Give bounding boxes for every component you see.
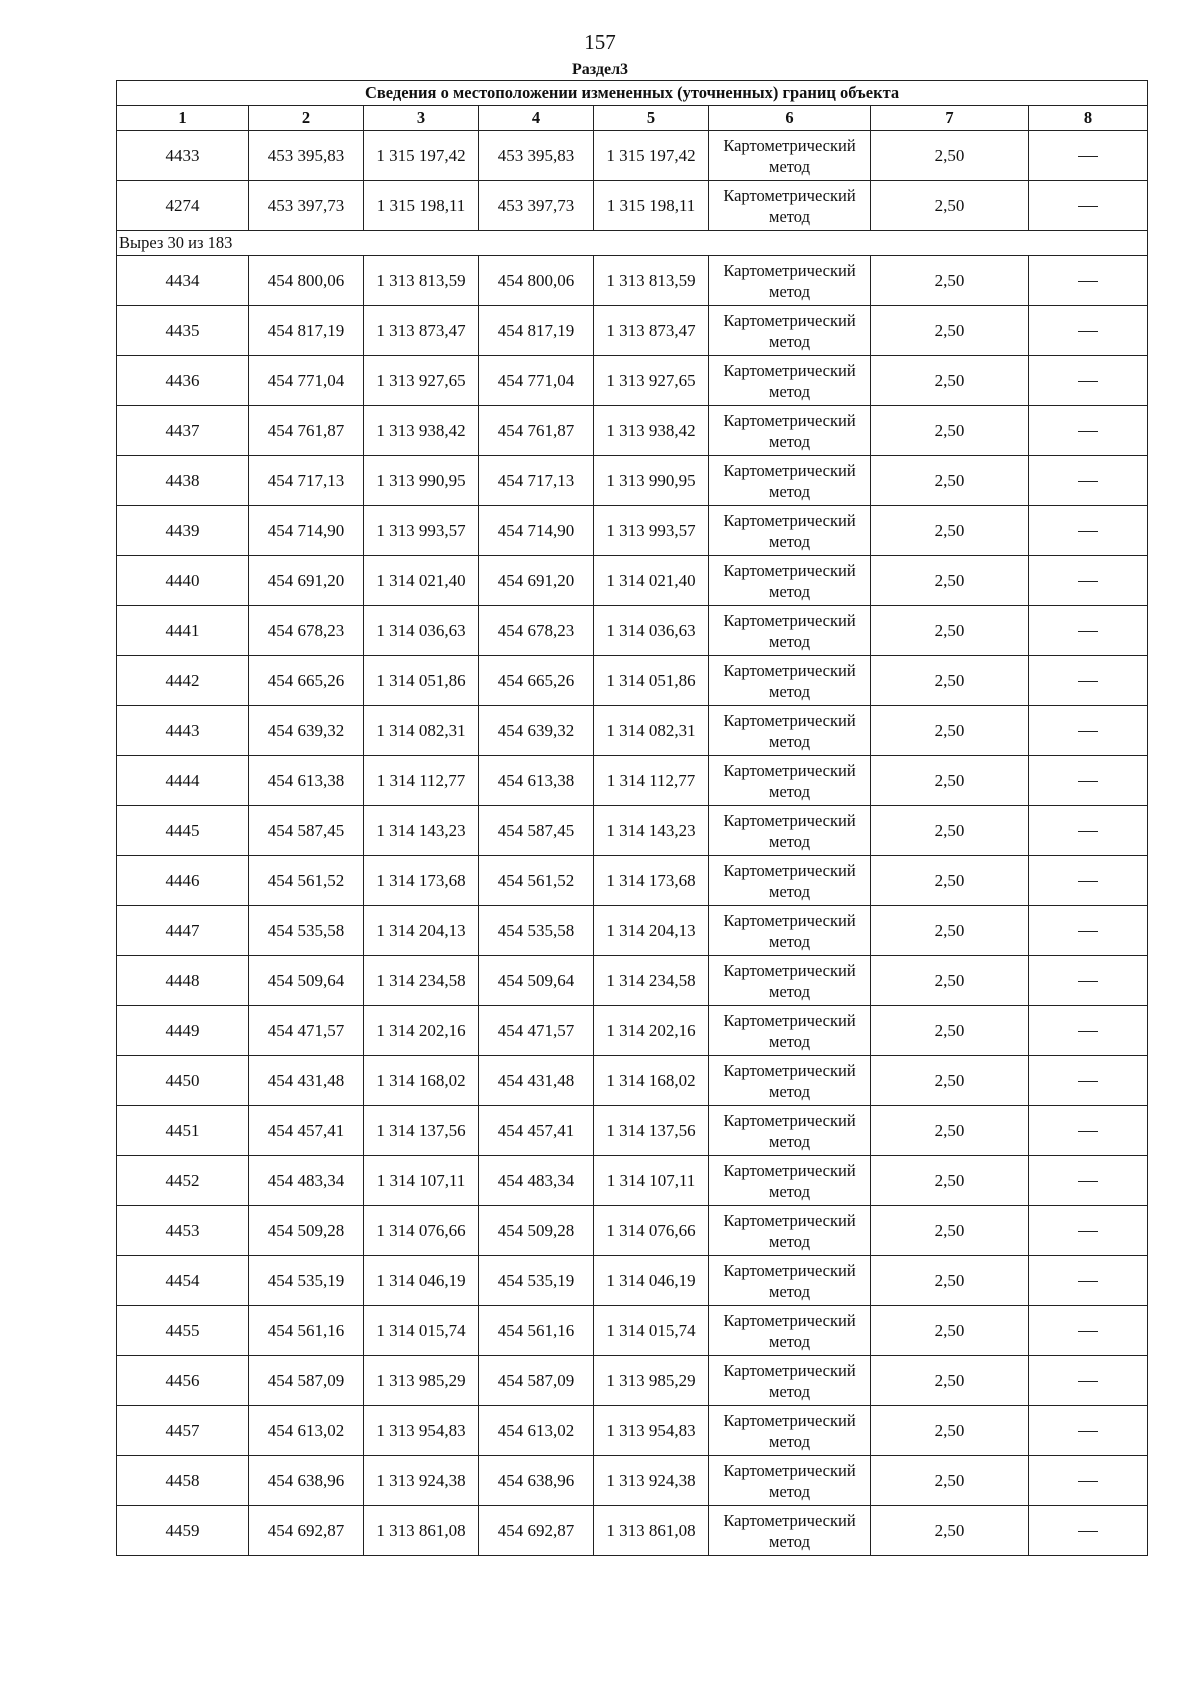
y-new-cell: 1 314 051,86 [594, 656, 709, 706]
table-row [117, 556, 1148, 606]
table-row [117, 856, 1148, 906]
y-new-cell: 1 313 993,57 [594, 506, 709, 556]
accuracy-cell: 2,50 [871, 656, 1029, 706]
empty-value-cell [1029, 856, 1148, 906]
point-number-cell: 4433 [117, 131, 249, 181]
x-old-cell: 454 771,04 [249, 356, 364, 406]
x-new-cell: 453 395,83 [479, 131, 594, 181]
dash-icon [1078, 981, 1098, 982]
accuracy-cell: 2,50 [871, 1456, 1029, 1506]
method-cell: Картометрический метод [709, 406, 871, 456]
point-number-cell: 4449 [117, 1006, 249, 1056]
empty-value-cell [1029, 356, 1148, 406]
x-new-cell: 454 509,28 [479, 1206, 594, 1256]
y-new-cell: 1 314 015,74 [594, 1306, 709, 1356]
accuracy-cell: 2,50 [871, 956, 1029, 1006]
y-old-cell: 1 314 046,19 [364, 1256, 479, 1306]
y-new-cell: 1 314 234,58 [594, 956, 709, 1006]
point-number-cell: 4446 [117, 856, 249, 906]
y-new-cell: 1 314 036,63 [594, 606, 709, 656]
y-old-cell: 1 313 993,57 [364, 506, 479, 556]
table-row [117, 756, 1148, 806]
table-row [117, 456, 1148, 506]
empty-value-cell [1029, 1456, 1148, 1506]
x-new-cell: 454 587,45 [479, 806, 594, 856]
table-row [117, 806, 1148, 856]
accuracy-cell: 2,50 [871, 606, 1029, 656]
y-new-cell: 1 313 813,59 [594, 256, 709, 306]
empty-value-cell [1029, 1206, 1148, 1256]
empty-value-cell [1029, 1156, 1148, 1206]
accuracy-cell: 2,50 [871, 906, 1029, 956]
empty-value-cell [1029, 1056, 1148, 1106]
x-new-cell: 454 691,20 [479, 556, 594, 606]
accuracy-cell: 2,50 [871, 756, 1029, 806]
point-number-cell: 4450 [117, 1056, 249, 1106]
x-new-cell: 454 457,41 [479, 1106, 594, 1156]
x-old-cell: 454 613,38 [249, 756, 364, 806]
method-cell: Картометрический метод [709, 1406, 871, 1456]
column-number: 8 [1029, 106, 1148, 131]
y-new-cell: 1 313 924,38 [594, 1456, 709, 1506]
point-number-cell: 4445 [117, 806, 249, 856]
table-row [117, 906, 1148, 956]
x-old-cell: 454 613,02 [249, 1406, 364, 1456]
x-old-cell: 453 395,83 [249, 131, 364, 181]
accuracy-cell: 2,50 [871, 1306, 1029, 1356]
dash-icon [1078, 1031, 1098, 1032]
empty-value-cell [1029, 1006, 1148, 1056]
column-number: 2 [249, 106, 364, 131]
method-cell: Картометрический метод [709, 306, 871, 356]
table-row [117, 1156, 1148, 1206]
method-cell: Картометрический метод [709, 1106, 871, 1156]
dash-icon [1078, 781, 1098, 782]
y-new-cell: 1 314 107,11 [594, 1156, 709, 1206]
method-cell: Картометрический метод [709, 1306, 871, 1356]
x-new-cell: 454 665,26 [479, 656, 594, 706]
section-title: Раздел3 [571, 61, 629, 78]
x-old-cell: 454 587,45 [249, 806, 364, 856]
dash-icon [1078, 1381, 1098, 1382]
point-number-cell: 4274 [117, 181, 249, 231]
x-old-cell: 454 692,87 [249, 1506, 364, 1556]
x-new-cell: 454 817,19 [479, 306, 594, 356]
empty-value-cell [1029, 906, 1148, 956]
point-number-cell: 4448 [117, 956, 249, 1006]
point-number-cell: 4456 [117, 1356, 249, 1406]
x-old-cell: 454 509,64 [249, 956, 364, 1006]
x-old-cell: 454 678,23 [249, 606, 364, 656]
method-cell: Картометрический метод [709, 131, 871, 181]
y-old-cell: 1 314 021,40 [364, 556, 479, 606]
accuracy-cell: 2,50 [871, 1206, 1029, 1256]
y-new-cell: 1 314 112,77 [594, 756, 709, 806]
x-old-cell: 454 800,06 [249, 256, 364, 306]
empty-value-cell [1029, 1506, 1148, 1556]
y-old-cell: 1 314 137,56 [364, 1106, 479, 1156]
point-number-cell: 4452 [117, 1156, 249, 1206]
point-number-cell: 4442 [117, 656, 249, 706]
y-old-cell: 1 314 082,31 [364, 706, 479, 756]
accuracy-cell: 2,50 [871, 306, 1029, 356]
x-new-cell: 454 638,96 [479, 1456, 594, 1506]
dash-icon [1078, 281, 1098, 282]
boundary-coordinates-table [116, 80, 1148, 1556]
method-cell: Картометрический метод [709, 656, 871, 706]
x-new-cell: 454 800,06 [479, 256, 594, 306]
dash-icon [1078, 1081, 1098, 1082]
empty-value-cell [1029, 181, 1148, 231]
y-old-cell: 1 315 198,11 [364, 181, 479, 231]
empty-value-cell [1029, 256, 1148, 306]
y-old-cell: 1 313 954,83 [364, 1406, 479, 1456]
table-row [117, 656, 1148, 706]
dash-icon [1078, 931, 1098, 932]
x-new-cell: 454 714,90 [479, 506, 594, 556]
empty-value-cell [1029, 806, 1148, 856]
y-new-cell: 1 314 202,16 [594, 1006, 709, 1056]
dash-icon [1078, 631, 1098, 632]
accuracy-cell: 2,50 [871, 1106, 1029, 1156]
empty-value-cell [1029, 956, 1148, 1006]
x-new-cell: 454 471,57 [479, 1006, 594, 1056]
column-number: 3 [364, 106, 479, 131]
empty-value-cell [1029, 306, 1148, 356]
y-old-cell: 1 314 112,77 [364, 756, 479, 806]
dash-icon [1078, 1531, 1098, 1532]
table-row [117, 1006, 1148, 1056]
accuracy-cell: 2,50 [871, 456, 1029, 506]
dash-icon [1078, 1231, 1098, 1232]
x-old-cell: 454 665,26 [249, 656, 364, 706]
method-cell: Картометрический метод [709, 356, 871, 406]
empty-value-cell [1029, 456, 1148, 506]
accuracy-cell: 2,50 [871, 1356, 1029, 1406]
group-label: Вырез 30 из 183 [117, 231, 1148, 256]
y-old-cell: 1 313 873,47 [364, 306, 479, 356]
empty-value-cell [1029, 1356, 1148, 1406]
accuracy-cell: 2,50 [871, 181, 1029, 231]
column-number: 5 [594, 106, 709, 131]
x-old-cell: 454 638,96 [249, 1456, 364, 1506]
dash-icon [1078, 531, 1098, 532]
y-new-cell: 1 315 197,42 [594, 131, 709, 181]
x-new-cell: 454 431,48 [479, 1056, 594, 1106]
point-number-cell: 4440 [117, 556, 249, 606]
column-number: 1 [117, 106, 249, 131]
table-row [117, 956, 1148, 1006]
dash-icon [1078, 1431, 1098, 1432]
y-old-cell: 1 313 990,95 [364, 456, 479, 506]
point-number-cell: 4439 [117, 506, 249, 556]
x-old-cell: 454 587,09 [249, 1356, 364, 1406]
y-old-cell: 1 314 173,68 [364, 856, 479, 906]
method-cell: Картометрический метод [709, 806, 871, 856]
method-cell: Картометрический метод [709, 556, 871, 606]
y-new-cell: 1 314 082,31 [594, 706, 709, 756]
column-number: 7 [871, 106, 1029, 131]
x-old-cell: 454 691,20 [249, 556, 364, 606]
empty-value-cell [1029, 656, 1148, 706]
table-row [117, 706, 1148, 756]
x-old-cell: 454 431,48 [249, 1056, 364, 1106]
dash-icon [1078, 481, 1098, 482]
y-old-cell: 1 314 015,74 [364, 1306, 479, 1356]
table-row [117, 1356, 1148, 1406]
table-row [117, 1056, 1148, 1106]
empty-value-cell [1029, 1306, 1148, 1356]
accuracy-cell: 2,50 [871, 1256, 1029, 1306]
column-number: 4 [479, 106, 594, 131]
point-number-cell: 4437 [117, 406, 249, 456]
dash-icon [1078, 1281, 1098, 1282]
method-cell: Картометрический метод [709, 1256, 871, 1306]
point-number-cell: 4438 [117, 456, 249, 506]
y-old-cell: 1 313 985,29 [364, 1356, 479, 1406]
point-number-cell: 4447 [117, 906, 249, 956]
y-old-cell: 1 313 813,59 [364, 256, 479, 306]
x-old-cell: 454 561,52 [249, 856, 364, 906]
y-new-cell: 1 313 985,29 [594, 1356, 709, 1406]
dash-icon [1078, 1181, 1098, 1182]
x-old-cell: 454 714,90 [249, 506, 364, 556]
method-cell: Картометрический метод [709, 706, 871, 756]
x-new-cell: 454 587,09 [479, 1356, 594, 1406]
dash-icon [1078, 731, 1098, 732]
y-old-cell: 1 314 168,02 [364, 1056, 479, 1106]
group-row [117, 231, 1148, 256]
x-old-cell: 454 761,87 [249, 406, 364, 456]
x-old-cell: 454 471,57 [249, 1006, 364, 1056]
empty-value-cell [1029, 1106, 1148, 1156]
point-number-cell: 4457 [117, 1406, 249, 1456]
accuracy-cell: 2,50 [871, 1056, 1029, 1106]
y-old-cell: 1 314 143,23 [364, 806, 479, 856]
y-new-cell: 1 314 021,40 [594, 556, 709, 606]
y-old-cell: 1 313 938,42 [364, 406, 479, 456]
dash-icon [1078, 581, 1098, 582]
dash-icon [1078, 431, 1098, 432]
y-new-cell: 1 313 927,65 [594, 356, 709, 406]
table-row [117, 1506, 1148, 1556]
dash-icon [1078, 1331, 1098, 1332]
accuracy-cell: 2,50 [871, 1006, 1029, 1056]
y-old-cell: 1 314 204,13 [364, 906, 479, 956]
x-new-cell: 454 771,04 [479, 356, 594, 406]
method-cell: Картометрический метод [709, 506, 871, 556]
empty-value-cell [1029, 406, 1148, 456]
y-new-cell: 1 315 198,11 [594, 181, 709, 231]
y-new-cell: 1 314 168,02 [594, 1056, 709, 1106]
point-number-cell: 4458 [117, 1456, 249, 1506]
table-row [117, 506, 1148, 556]
y-new-cell: 1 314 204,13 [594, 906, 709, 956]
y-new-cell: 1 313 873,47 [594, 306, 709, 356]
table-row [117, 606, 1148, 656]
empty-value-cell [1029, 506, 1148, 556]
method-cell: Картометрический метод [709, 181, 871, 231]
accuracy-cell: 2,50 [871, 556, 1029, 606]
dash-icon [1078, 156, 1098, 157]
y-new-cell: 1 314 173,68 [594, 856, 709, 906]
point-number-cell: 4434 [117, 256, 249, 306]
y-new-cell: 1 313 861,08 [594, 1506, 709, 1556]
table-row [117, 131, 1148, 181]
x-new-cell: 454 535,58 [479, 906, 594, 956]
x-old-cell: 454 639,32 [249, 706, 364, 756]
empty-value-cell [1029, 756, 1148, 806]
method-cell: Картометрический метод [709, 1006, 871, 1056]
dash-icon [1078, 206, 1098, 207]
point-number-cell: 4444 [117, 756, 249, 806]
empty-value-cell [1029, 131, 1148, 181]
method-cell: Картометрический метод [709, 456, 871, 506]
point-number-cell: 4451 [117, 1106, 249, 1156]
method-cell: Картометрический метод [709, 1206, 871, 1256]
method-cell: Картометрический метод [709, 606, 871, 656]
point-number-cell: 4455 [117, 1306, 249, 1356]
x-old-cell: 453 397,73 [249, 181, 364, 231]
method-cell: Картометрический метод [709, 756, 871, 806]
x-old-cell: 454 535,58 [249, 906, 364, 956]
dash-icon [1078, 381, 1098, 382]
x-new-cell: 454 761,87 [479, 406, 594, 456]
empty-value-cell [1029, 1256, 1148, 1306]
x-old-cell: 454 561,16 [249, 1306, 364, 1356]
point-number-cell: 4443 [117, 706, 249, 756]
x-new-cell: 454 561,16 [479, 1306, 594, 1356]
x-old-cell: 454 483,34 [249, 1156, 364, 1206]
y-old-cell: 1 314 107,11 [364, 1156, 479, 1206]
method-cell: Картометрический метод [709, 1456, 871, 1506]
empty-value-cell [1029, 606, 1148, 656]
table-row [117, 181, 1148, 231]
dash-icon [1078, 1481, 1098, 1482]
y-old-cell: 1 314 202,16 [364, 1006, 479, 1056]
table-row [117, 1306, 1148, 1356]
accuracy-cell: 2,50 [871, 1406, 1029, 1456]
x-old-cell: 454 535,19 [249, 1256, 364, 1306]
method-cell: Картометрический метод [709, 956, 871, 1006]
y-new-cell: 1 314 046,19 [594, 1256, 709, 1306]
y-old-cell: 1 314 036,63 [364, 606, 479, 656]
x-old-cell: 454 817,19 [249, 306, 364, 356]
table-row [117, 1106, 1148, 1156]
method-cell: Картометрический метод [709, 1156, 871, 1206]
method-cell: Картометрический метод [709, 1506, 871, 1556]
y-new-cell: 1 314 137,56 [594, 1106, 709, 1156]
method-cell: Картометрический метод [709, 256, 871, 306]
y-old-cell: 1 314 076,66 [364, 1206, 479, 1256]
y-old-cell: 1 313 924,38 [364, 1456, 479, 1506]
page-number: 157 [584, 30, 616, 54]
table-row [117, 406, 1148, 456]
y-new-cell: 1 314 143,23 [594, 806, 709, 856]
dash-icon [1078, 331, 1098, 332]
y-new-cell: 1 313 938,42 [594, 406, 709, 456]
accuracy-cell: 2,50 [871, 706, 1029, 756]
x-new-cell: 454 717,13 [479, 456, 594, 506]
y-old-cell: 1 313 927,65 [364, 356, 479, 406]
y-old-cell: 1 315 197,42 [364, 131, 479, 181]
x-new-cell: 454 561,52 [479, 856, 594, 906]
accuracy-cell: 2,50 [871, 806, 1029, 856]
table-row [117, 1406, 1148, 1456]
x-new-cell: 454 483,34 [479, 1156, 594, 1206]
table-row [117, 1206, 1148, 1256]
y-old-cell: 1 314 051,86 [364, 656, 479, 706]
point-number-cell: 4453 [117, 1206, 249, 1256]
dash-icon [1078, 831, 1098, 832]
accuracy-cell: 2,50 [871, 506, 1029, 556]
method-cell: Картометрический метод [709, 856, 871, 906]
x-new-cell: 454 678,23 [479, 606, 594, 656]
table-caption: Сведения о местоположении измененных (уточненных) границ объекта [117, 81, 1148, 106]
x-new-cell: 454 692,87 [479, 1506, 594, 1556]
accuracy-cell: 2,50 [871, 131, 1029, 181]
accuracy-cell: 2,50 [871, 406, 1029, 456]
accuracy-cell: 2,50 [871, 1156, 1029, 1206]
point-number-cell: 4435 [117, 306, 249, 356]
accuracy-cell: 2,50 [871, 256, 1029, 306]
y-new-cell: 1 313 990,95 [594, 456, 709, 506]
empty-value-cell [1029, 706, 1148, 756]
table-row [117, 306, 1148, 356]
x-new-cell: 454 509,64 [479, 956, 594, 1006]
table-row [117, 1256, 1148, 1306]
point-number-cell: 4454 [117, 1256, 249, 1306]
empty-value-cell [1029, 556, 1148, 606]
method-cell: Картометрический метод [709, 1056, 871, 1106]
column-number: 6 [709, 106, 871, 131]
x-new-cell: 454 613,02 [479, 1406, 594, 1456]
x-new-cell: 454 639,32 [479, 706, 594, 756]
empty-value-cell [1029, 1406, 1148, 1456]
x-old-cell: 454 457,41 [249, 1106, 364, 1156]
point-number-cell: 4436 [117, 356, 249, 406]
point-number-cell: 4459 [117, 1506, 249, 1556]
dash-icon [1078, 1131, 1098, 1132]
y-old-cell: 1 314 234,58 [364, 956, 479, 1006]
accuracy-cell: 2,50 [871, 1506, 1029, 1556]
table-row [117, 256, 1148, 306]
table-body [117, 131, 1148, 1556]
dash-icon [1078, 881, 1098, 882]
accuracy-cell: 2,50 [871, 356, 1029, 406]
table-row [117, 1456, 1148, 1506]
y-new-cell: 1 313 954,83 [594, 1406, 709, 1456]
y-old-cell: 1 313 861,08 [364, 1506, 479, 1556]
x-old-cell: 454 717,13 [249, 456, 364, 506]
accuracy-cell: 2,50 [871, 856, 1029, 906]
point-number-cell: 4441 [117, 606, 249, 656]
x-new-cell: 454 535,19 [479, 1256, 594, 1306]
y-new-cell: 1 314 076,66 [594, 1206, 709, 1256]
x-new-cell: 453 397,73 [479, 181, 594, 231]
dash-icon [1078, 681, 1098, 682]
x-new-cell: 454 613,38 [479, 756, 594, 806]
method-cell: Картометрический метод [709, 906, 871, 956]
table-row [117, 356, 1148, 406]
method-cell: Картометрический метод [709, 1356, 871, 1406]
x-old-cell: 454 509,28 [249, 1206, 364, 1256]
